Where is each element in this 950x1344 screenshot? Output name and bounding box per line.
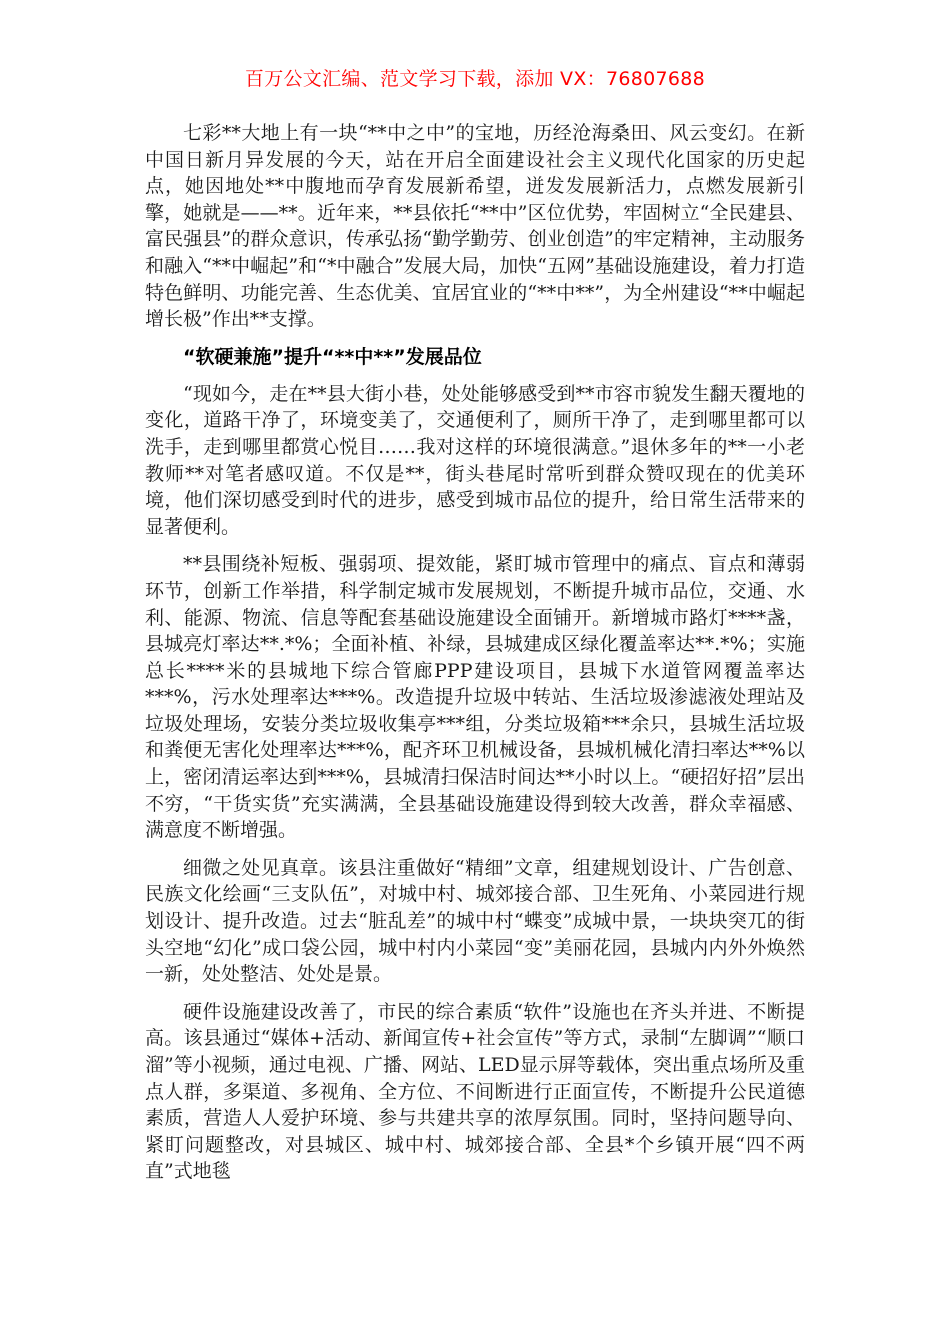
paragraph-quote: “现如今，走在**县大街小巷，处处能够感受到**市容市貌发生翻天覆地的变化，道路干净了，环境变美了，交通便利了，厕所干净了，走到哪里都可以洗手，走到哪里都赏心悦目……我对这样的环境很满意。”退休多年的**一小老教师**对笔者感叹道。不仅是**，街头巷尾时常听到群众赞叹现在的优美环境，他们深切感受到时代的进步，感受到城市品位的提升，给日常生活带来的显著便利。 [145,382,805,538]
article-body [145,120,805,1196]
section-heading: “软硬兼施”提升“**中**”发展品位 [183,345,482,368]
paragraph-intro: 七彩**大地上有一块“**中之中”的宝地，历经沧海桑田、风云变幻。在新中国日新月异发展的今天，站在开启全面建设社会主义现代化国家的历史起点，她因地处**中腹地而孕育发展新希望，迸发发展新活力，点燃发展新引擎，她就是——**。近年来，**县依托“**中”区位优势，牢固树立“全民建县、富民强县”的群众意识，传承弘扬“勤学勤劳、创业创造”的牢定精神，主动服务和融入“**中崛起”和“*中融合”发展大局，加快“五网”基础设施建设，着力打造特色鲜明、功能完善、生态优美、宜居宜业的“**中**”，为全州建设“**中崛起增长极”作出**支撑。 [145,122,805,331]
paragraph-details: 细微之处见真章。该县注重做好“精细”文章，组建规划设计、广告创意、民族文化绘画“三支队伍”，对城中村、城郊接合部、卫生死角、小菜园进行规划设计、提升改造。过去“脏乱差”的城中村“蝶变”成城中景，一块块突兀的街头空地“幻化”成口袋公园，城中村内小菜园“变”美丽花园，县城内内外外焕然一新，处处整洁、处处是景。 [145,856,805,986]
promo-header: 百万公文汇编、范文学习下载，添加 VX：76807688 [244,68,706,90]
paragraph-soft-facilities: 硬件设施建设改善了，市民的综合素质“软件”设施也在齐头并进、不断提高。该县通过“媒体+活动、新闻宣传+社会宣传”等方式，录制“左脚调”“顺口溜”等小视频，通过电视、广播、网站、LED显示屏等载体，突出重点场所及重点人群，多渠道、多视角、全方位、不间断进行正面宣传，不断提升公民道德素质，营造人人爱护环境、参与共建共享的浓厚氛围。同时，坚持问题导向、紧盯问题整改，对县城区、城中村、城郊接合部、全县*个乡镇开展“四不两直”式地毯 [145,1000,805,1183]
paragraph-infrastructure: **县围绕补短板、强弱项、提效能，紧盯城市管理中的痛点、盲点和薄弱环节，创新工作举措，科学制定城市发展规划，不断提升城市品位，交通、水利、能源、物流、信息等配套基础设施建设全面铺开。新增城市路灯****盏，县城亮灯率达**.*%；全面补植、补绿，县城建成区绿化覆盖率达**.*%；实施总长****米的县城地下综合管廊PPP建设项目，县城下水道管网覆盖率达***%，污水处理率达***%。改造提升垃圾中转站、生活垃圾渗滤液处理站及垃圾处理场，安装分类垃圾收集亭***组，分类垃圾箱***余只，县城生活垃圾和粪便无害化处理率达***%，配齐环卫机械设备，县城机械化清扫率达**%以上，密闭清运率达到***%，县城清扫保洁时间达**小时以上。“硬招好招”层出不穷，“干货实货”充实满满，全县基础设施建设得到较大改善，群众幸福感、满意度不断增强。 [145,553,805,842]
